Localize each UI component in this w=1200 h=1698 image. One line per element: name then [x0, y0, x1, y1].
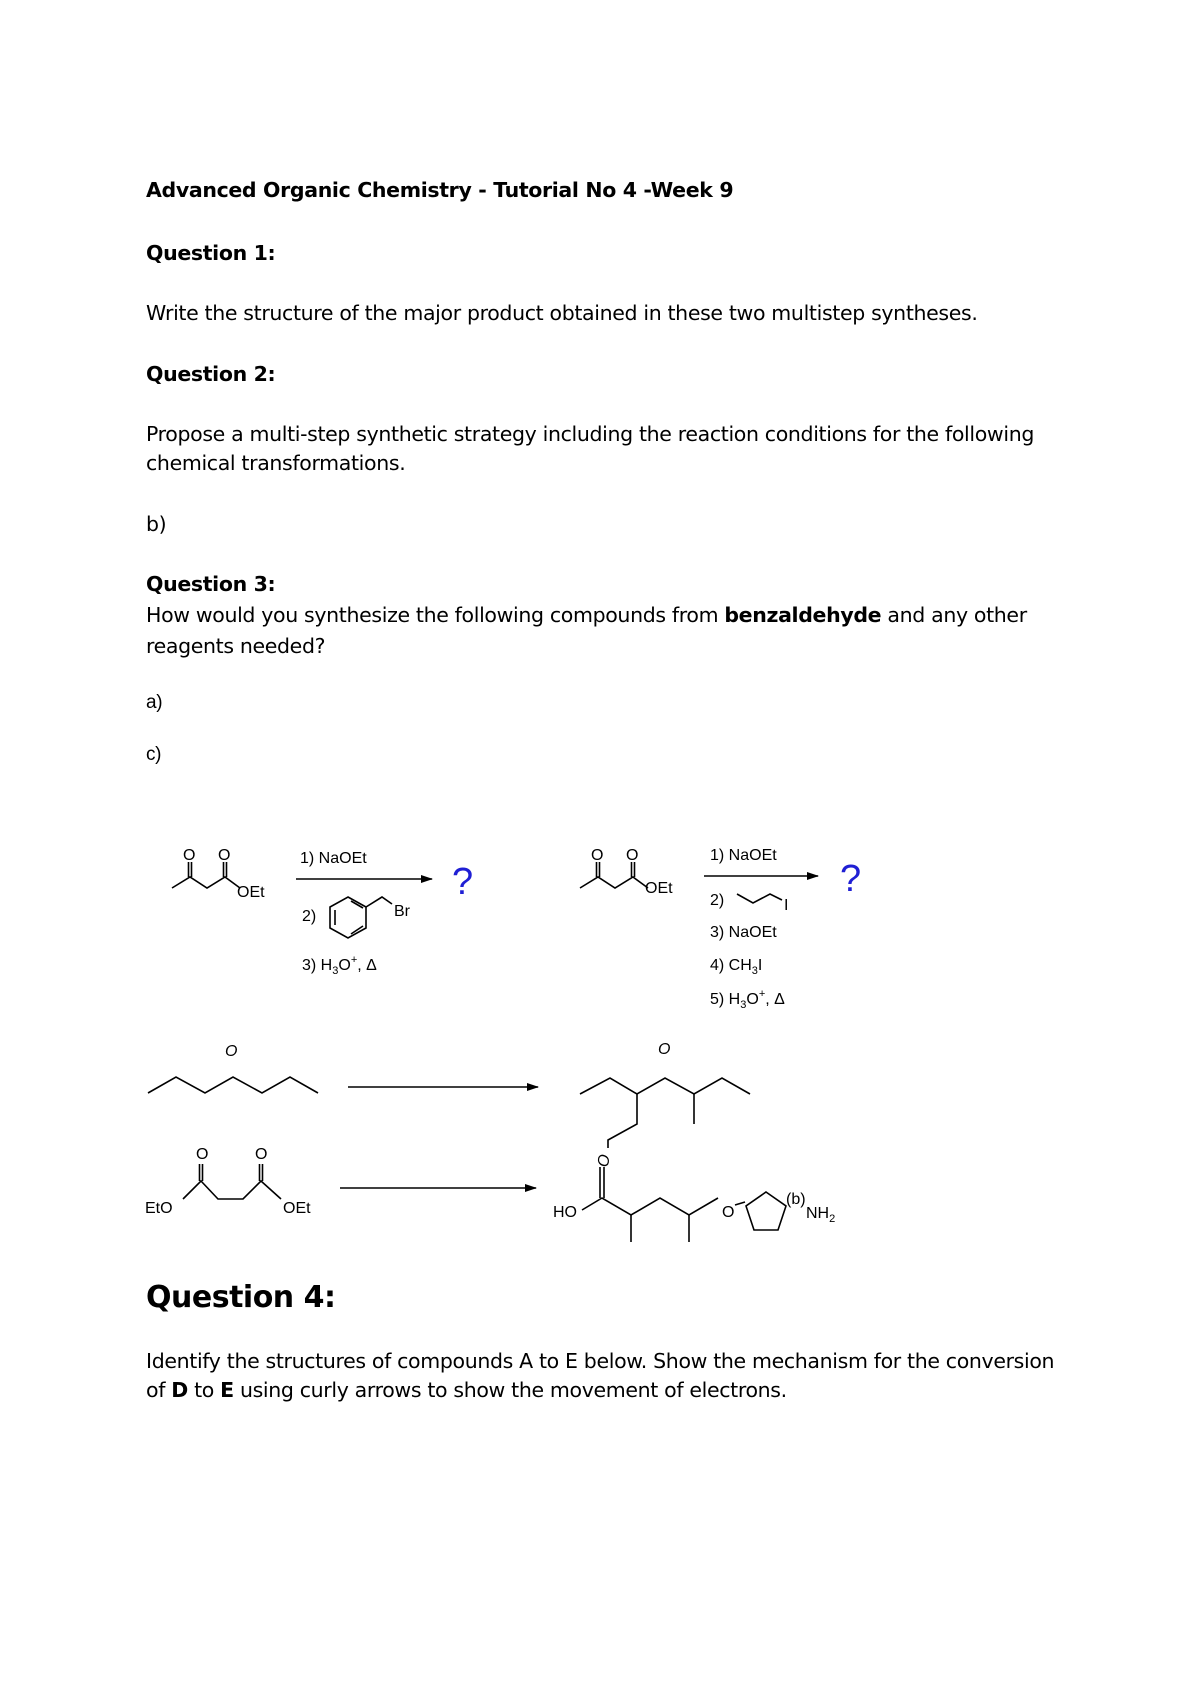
unknown-product-2: ?	[840, 858, 862, 900]
oxygen-label: O	[183, 847, 196, 864]
oxygen-label: O	[225, 1043, 238, 1060]
acetoacetate-skeleton-2	[580, 877, 648, 888]
nh2-subscript: 2	[829, 1213, 836, 1225]
propyl-iodide-chain	[737, 894, 782, 903]
step5-text-mid: O	[746, 991, 759, 1008]
unknown-product-1: ?	[452, 861, 474, 903]
reagent-step-2: 2)	[710, 892, 725, 909]
step5-text-end: , Δ	[765, 991, 785, 1008]
step4-text: 4) CH	[710, 957, 752, 974]
question-3-text-span: How would you synthesize the following compounds from	[146, 603, 725, 627]
oxygen-label: O	[255, 1146, 268, 1163]
step4-text-end: I	[757, 957, 763, 974]
step3-subscript: 3	[332, 965, 339, 977]
step5-subscript: 3	[740, 999, 747, 1011]
starting-ketone-chain	[148, 1077, 318, 1093]
amine-label	[806, 1205, 835, 1225]
question-3-text-span-end: and any other	[881, 603, 1027, 627]
bromine-label: Br	[394, 903, 410, 920]
question-3-text-line-1	[146, 601, 1027, 630]
step5-superscript: +	[758, 988, 766, 1000]
reaction-schemes	[0, 820, 1200, 1250]
question-2-part-b: b)	[146, 512, 167, 536]
oxygen-label: O	[626, 847, 639, 864]
step5-text: 5) H	[710, 991, 741, 1008]
oxygen-label: O	[196, 1146, 209, 1163]
target-acid-chain	[582, 1198, 718, 1215]
question-3-part-a: a)	[146, 692, 163, 713]
reagent-step-1: 1) NaOEt	[710, 847, 777, 864]
ether-bond	[735, 1202, 745, 1205]
hydroxyl-label: HO	[553, 1204, 577, 1221]
scheme-3	[148, 1041, 750, 1168]
reagent-step-5	[710, 988, 785, 1011]
oxygen-label: O	[218, 847, 231, 864]
target-side-chain	[608, 1094, 637, 1148]
step3-superscript: +	[350, 954, 358, 966]
reagent-step-4	[710, 957, 762, 977]
oxygen-label: O	[594, 1153, 614, 1169]
cyclopentane-ring	[746, 1192, 786, 1230]
reagent-step-3	[302, 954, 377, 977]
question-3-heading: Question 3:	[146, 572, 276, 596]
iodine-label: I	[784, 897, 789, 914]
target-main-chain	[580, 1078, 750, 1094]
benzaldehyde-bold: benzaldehyde	[724, 603, 882, 627]
question-1-heading: Question 1:	[146, 241, 276, 265]
step3-text: 3) H	[302, 957, 333, 974]
question-2-heading: Question 2:	[146, 362, 276, 386]
scheme-4	[145, 1146, 835, 1242]
scheme-2	[580, 847, 861, 1011]
ester-label: OEt	[237, 884, 265, 901]
step3-text-end: , Δ	[357, 957, 377, 974]
question-4-heading: Question 4:	[146, 1280, 336, 1315]
question-4-text-line-1: Identify the structures of compounds A to E below. Show the mechanism for the conversion	[146, 1349, 1055, 1373]
oxygen-label: O	[658, 1041, 671, 1058]
ester-label: OEt	[283, 1200, 311, 1217]
acetoacetate-skeleton-1	[172, 877, 240, 888]
ether-oxygen-label: O	[722, 1204, 735, 1221]
question-4-text-line-2	[146, 1376, 787, 1405]
question-3-text-line-2: reagents needed?	[146, 634, 326, 658]
question-1-text: Write the structure of the major product obtained in these two multistep syntheses.	[146, 301, 978, 325]
nh-text: NH	[806, 1205, 830, 1222]
compound-e-bold: E	[220, 1378, 234, 1402]
question-4-text-span: of	[146, 1378, 172, 1402]
step3-text-mid: O	[338, 957, 351, 974]
benzylic-bond	[366, 897, 392, 907]
question-3-part-c: c)	[146, 744, 162, 765]
ethoxy-label: EtO	[145, 1200, 173, 1217]
scheme-1	[172, 847, 473, 977]
question-4-text-span-end: using curly arrows to show the movement of electrons.	[233, 1378, 787, 1402]
ester-label: OEt	[645, 880, 673, 897]
reagent-step-3: 3) NaOEt	[710, 924, 777, 941]
question-2-text-line-1: Propose a multi-step synthetic strategy including the reaction conditions for the following	[146, 422, 1034, 446]
diester-chain	[183, 1181, 281, 1199]
stereo-label: (b)	[786, 1191, 806, 1208]
question-4-text-span-mid: to	[187, 1378, 221, 1402]
reagent-step-1: 1) NaOEt	[300, 850, 367, 867]
question-2-text-line-2: chemical transformations.	[146, 451, 406, 475]
step4-subscript: 3	[751, 965, 758, 977]
compound-d-bold: D	[171, 1378, 188, 1402]
page-title: Advanced Organic Chemistry - Tutorial No 4 -Week 9	[146, 178, 734, 202]
reagent-step-2: 2)	[302, 908, 317, 925]
oxygen-label: O	[591, 847, 604, 864]
